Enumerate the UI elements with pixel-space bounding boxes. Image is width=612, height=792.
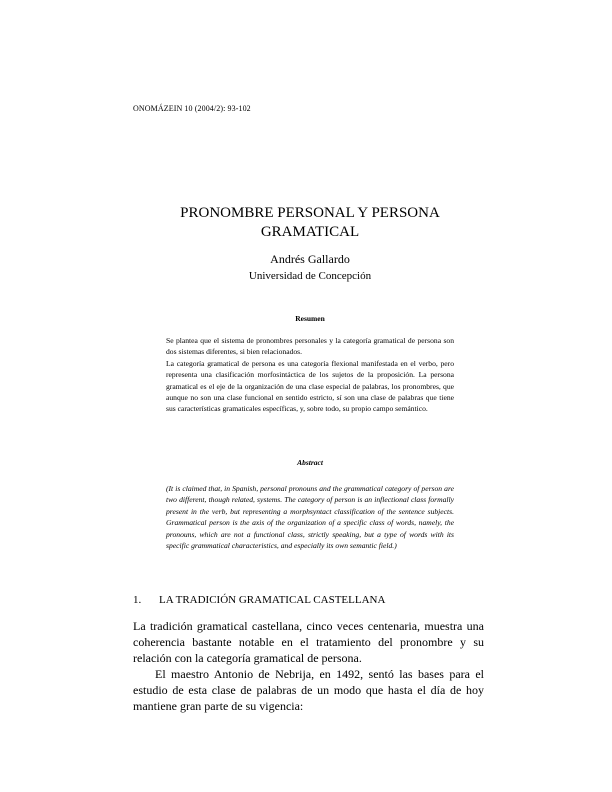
abstract-heading: Abstract	[297, 458, 323, 467]
resumen-body	[166, 335, 454, 415]
running-head: ONOMÁZEIN 10 (2004/2): 93-102	[133, 104, 251, 113]
section-number: 1.	[133, 594, 142, 606]
section-title: LA TRADICIÓN GRAMATICAL CASTELLANA	[159, 594, 386, 606]
article-title	[100, 204, 520, 242]
resumen-heading: Resumen	[295, 314, 325, 323]
abstract-body	[166, 483, 454, 551]
body-paragraph-2: El maestro Antonio de Nebrija, en 1492, sentó las bases para el estudio de esta clase de palabras de un modo que hasta el día de hoy mantiene gran parte de su vigencia:	[133, 667, 484, 713]
resumen-paragraph-1: Se plantea que el sistema de pronombres personales y la categoría gramatical de persona son dos sistemas diferentes, si bien relacionados.	[166, 336, 454, 357]
section-heading	[133, 594, 385, 606]
body-paragraph-1: La tradición gramatical castellana, cinco veces centenaria, muestra una coherencia bastante notable en el tratamiento del pronombre y su relación con la categoría gramatical de persona.	[133, 619, 484, 665]
author-affiliation: Universidad de Concepción	[248, 270, 372, 282]
title-line-1: PRONOMBRE PERSONAL Y PERSONA	[180, 205, 440, 221]
resumen-paragraph-2: La categoría gramatical de persona es una categoría flexional manifestada en el verbo, pero representa una clasificación morfosintáctica de los sujetos de la proposición. La persona gramatical es el eje de la organización de una clase especial de palabras, los pronombres, que aunque no son una clase funcional en sentido estricto, sí son una clase de palabras que tiene sus características gramaticales específicas, y, sobre todo, su propio campo semántico.	[166, 358, 454, 414]
author-name: Andrés Gallardo	[270, 252, 350, 266]
section-body	[133, 618, 484, 714]
abstract-paragraph: (It is claimed that, in Spanish, personal pronouns and the grammatical category of person are two different, though related, systems. The category of person is an inflectional class formally present in the verb, but representing a morphsyntact classification of the sentence subjects. Grammatical person is the axis of the organization of a specific class of words, namely, the pronouns, which are not a functional class, strictly speaking, but a type of words with its specific grammatical characteristics, and especially its own semantic field.)	[166, 484, 454, 551]
title-line-2: GRAMATICAL	[260, 224, 360, 240]
